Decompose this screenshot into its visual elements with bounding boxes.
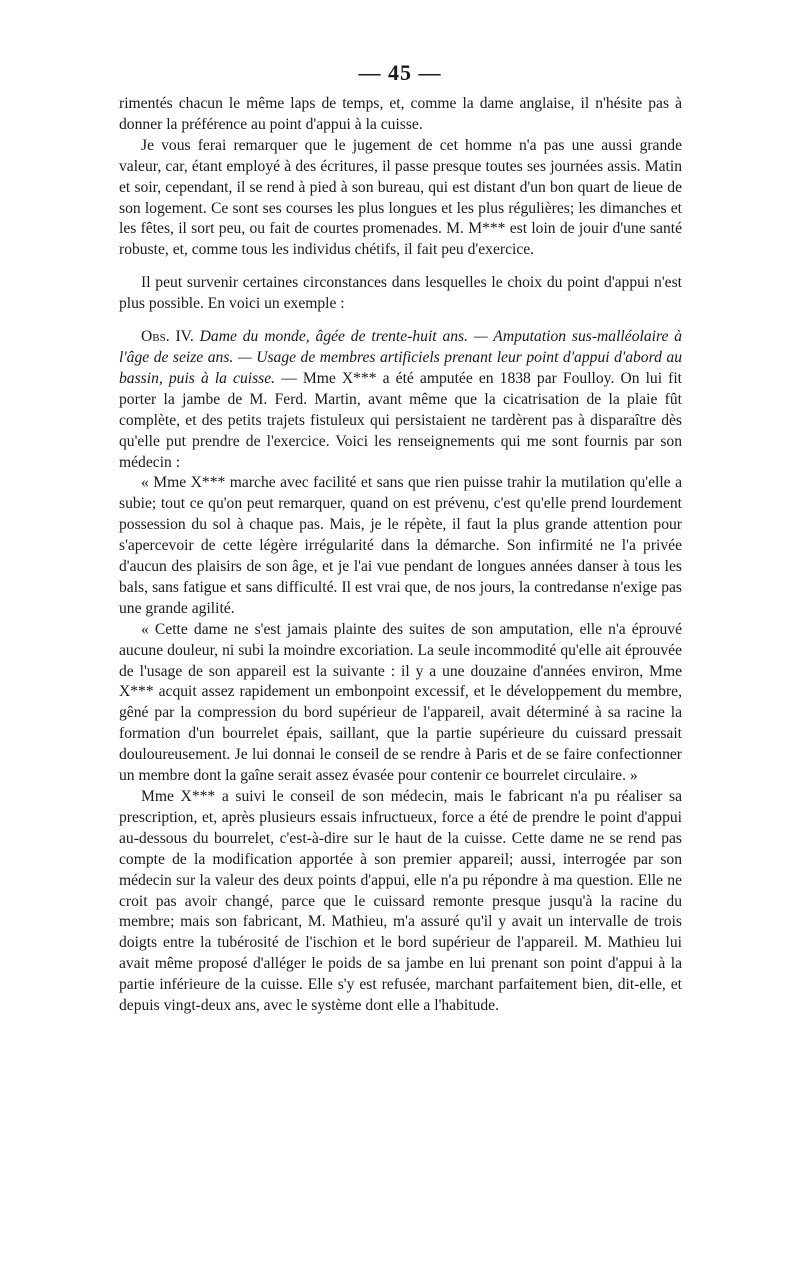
page-number: — 45 — — [358, 60, 442, 85]
observation-paragraph — [119, 327, 682, 473]
observation-title: Dame du monde, âgée de trente-huit ans. — Amputation sus-malléolaire à l'âge de seize ans. — Usage de membres artificiels prenant leur point d'appui d'abord au bassin, puis à la cuisse. — [119, 328, 683, 387]
closing-paragraph: Mme X*** a suivi le conseil de son médecin, mais le fabricant n'a pu réaliser sa prescription, et, après plusieurs essais infructueux, force a été de prendre le point d'appui au-dessous du bourrelet, c'est-à-dire sur le haut de la cuisse. Cette dame ne se rend pas compte de la modification apportée à son premier appareil; aussi, interrogée par son médecin sur la valeur des deux points d'appui, elle n'a pu répondre à ma question. Elle ne croit pas avoir changé, parce que le cuissard remonte presque jusqu'à la racine du membre; mais son fabricant, M. Mathieu, m'a assuré qu'il y avait un intervalle de trois doigts entre la tubérosité de l'ischion et le bord supérieur de l'appareil. M. Mathieu lui avait même proposé d'alléger le poids de sa jambe en lui prenant son point d'appui à la partie inférieure de la cuisse. Elle s'y est refusée, marchant parfaitement bien, dit-elle, et depuis vingt-deux ans, avec le système dont elle a l'habitude. — [119, 788, 682, 1015]
body-text — [119, 94, 682, 1017]
paragraph-continuation: rimentés chacun le même laps de temps, et, comme la dame anglaise, il n'hésite pas à donner la préférence au point d'appui à la cuisse. — [119, 95, 682, 133]
quote-paragraph-2: « Cette dame ne s'est jamais plainte des suites de son amputation, elle n'a éprouvé aucune douleur, ni subi la moindre excoriation. La seule incommodité qu'elle ait éprouvée de l'usage de son appareil est la suivante : il y a une douzaine d'années environ, Mme X*** acquit assez rapidement un embonpoint excessif, et le développement du membre, gêné par la compression du bord supérieur de l'appareil, avait déterminé à sa racine la formation d'un bourrelet épais, saillant, que la partie supérieure du cuissard pressait douloureusement. Je lui donnai le conseil de se rendre à Paris et de se faire confectionner un membre dont la gaîne serait assez évasée pour contenir ce bourrelet circulaire. » — [119, 620, 682, 785]
quote-paragraph-1: « Mme X*** marche avec facilité et sans que rien puisse trahir la mutilation qu'elle a subie; tout ce qu'on peut remarquer, quand on est prévenu, c'est qu'elle prend lourdement possession du sol à chaque pas. Mais, je le répète, il faut la plus grande attention pour s'apercevoir de cette légère irrégularité dans la démarche. Son infirmité ne l'a privée d'aucun des plaisirs de son âge, et je l'ai vue pendant de longues années danser à tous les bals, sans fatigue et sans difficulté. Il est vrai que, de nos jours, la contredanse n'exige pas une grande agilité. — [119, 474, 682, 617]
paragraph-circumstances: Il peut survenir certaines circonstances dans lesquelles le choix du point d'appui n'est plus possible. En voici un exemple : — [119, 274, 682, 313]
observation-text: — Mme X*** a été amputée en 1838 par Foulloy. On lui fit porter la jambe de M. Ferd. Martin, avant même que la cicatrisation de la plaie fût complète, et des petits trajets fistuleux qui persistaient ne tardèrent pas à disparaître dès qu'elle put prendre de l'exercice. Voici les renseignements qui me sont fournis par son médecin : — [119, 369, 683, 471]
paragraph-judgement: Je vous ferai remarquer que le jugement de cet homme n'a pas une aussi grande valeur, car, étant employé à des écritures, il passe presque toutes ses journées assis. Matin et soir, cependant, il se rend à pied à son bureau, qui est distant d'un bon quart de lieue de son logement. Ce sont ses courses les plus longues et les plus régulières; les dimanches et les fêtes, il sort peu, ou fait de courtes promenades. M. M*** est loin de jouir d'une santé robuste, et, comme tous les individus chétifs, il fait peu d'exercice. — [119, 136, 682, 259]
observation-label: Obs. IV. — [141, 328, 194, 346]
